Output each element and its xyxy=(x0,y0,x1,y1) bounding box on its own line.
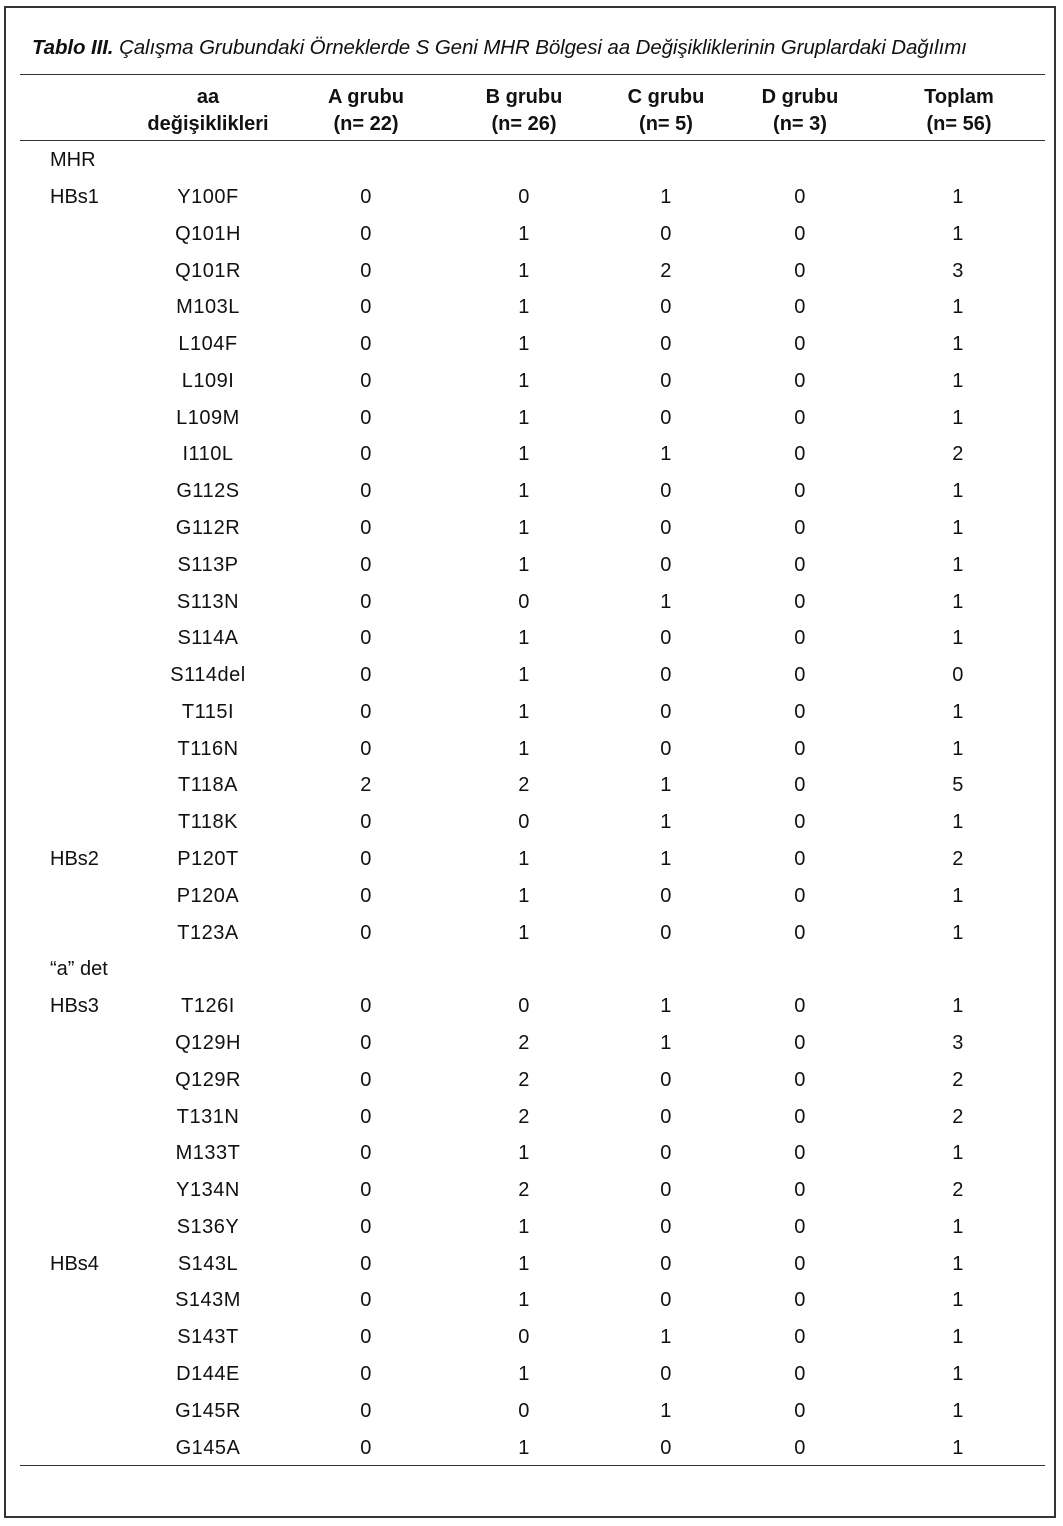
cell-group-b: 2 xyxy=(518,1106,530,1128)
cell-aa: G112R xyxy=(175,517,241,539)
table-row xyxy=(0,480,1063,510)
cell-total: 1 xyxy=(952,1437,964,1459)
cell-group-b: 1 xyxy=(518,738,530,760)
cell-group-b: 1 xyxy=(518,223,530,245)
table-row xyxy=(0,811,1063,841)
table-row xyxy=(0,1142,1063,1172)
table-row xyxy=(0,885,1063,915)
cell-aa: G112S xyxy=(176,480,240,502)
cell-group-b: 0 xyxy=(518,1326,530,1348)
cell-aa: Q101H xyxy=(175,223,241,245)
cell-total: 2 xyxy=(952,848,964,870)
cell-total: 1 xyxy=(952,554,964,576)
cell-group-a: 0 xyxy=(360,1289,372,1311)
cell-aa: T118A xyxy=(178,774,238,796)
cell-aa: L104F xyxy=(178,333,238,355)
cell-total: 1 xyxy=(952,995,964,1017)
cell-group-c: 0 xyxy=(660,296,672,318)
cell-group-a: 0 xyxy=(360,591,372,613)
cell-aa: P120A xyxy=(176,885,240,907)
cell-group-c: 0 xyxy=(660,701,672,723)
cell-group-b: 1 xyxy=(518,296,530,318)
table-row xyxy=(0,1179,1063,1209)
cell-group-d: 0 xyxy=(794,223,806,245)
cell-total: 1 xyxy=(952,922,964,944)
cell-group-b: 1 xyxy=(518,1437,530,1459)
cell-group-d: 0 xyxy=(794,1106,806,1128)
cell-aa: D144E xyxy=(176,1363,240,1385)
cell-total: 1 xyxy=(952,296,964,318)
cell-group-d: 0 xyxy=(794,627,806,649)
cell-group-a: 0 xyxy=(360,223,372,245)
cell-group-b: 1 xyxy=(518,1253,530,1275)
cell-group-a: 0 xyxy=(360,1216,372,1238)
cell-group-a: 0 xyxy=(360,885,372,907)
cell-aa: P120T xyxy=(177,848,239,870)
cell-group-d: 0 xyxy=(794,1216,806,1238)
cell-group-a: 0 xyxy=(360,1253,372,1275)
cell-group-c: 0 xyxy=(660,885,672,907)
cell-group-d: 0 xyxy=(794,1142,806,1164)
cell-group-b: 1 xyxy=(518,701,530,723)
cell-group-b: 0 xyxy=(518,995,530,1017)
cell-total: 1 xyxy=(952,1363,964,1385)
cell-group-b: 1 xyxy=(518,1363,530,1385)
cell-group-c: 0 xyxy=(660,1253,672,1275)
cell-group-c: 0 xyxy=(660,1069,672,1091)
table-row xyxy=(0,1032,1063,1062)
cell-group-d: 0 xyxy=(794,664,806,686)
cell-group-b: 2 xyxy=(518,1069,530,1091)
cell-total: 1 xyxy=(952,186,964,208)
cell-group-a: 0 xyxy=(360,811,372,833)
cell-aa: I110L xyxy=(182,443,234,465)
cell-group-c: 1 xyxy=(660,1326,672,1348)
cell-total: 2 xyxy=(952,1069,964,1091)
cell-group-d: 0 xyxy=(794,296,806,318)
table-row xyxy=(0,1363,1063,1393)
cell-group-b: 0 xyxy=(518,1400,530,1422)
cell-group-d: 0 xyxy=(794,333,806,355)
cell-total: 1 xyxy=(952,407,964,429)
cell-total: 1 xyxy=(952,1326,964,1348)
cell-total: 3 xyxy=(952,1032,964,1054)
cell-group-a: 0 xyxy=(360,1106,372,1128)
cell-group-d: 0 xyxy=(794,554,806,576)
table-row xyxy=(0,1400,1063,1430)
cell-group-c: 2 xyxy=(660,260,672,282)
cell-group-a: 0 xyxy=(360,1437,372,1459)
cell-group-d: 0 xyxy=(794,1400,806,1422)
cell-total: 1 xyxy=(952,627,964,649)
table-row xyxy=(0,701,1063,731)
cell-group-c: 1 xyxy=(660,848,672,870)
table-row xyxy=(0,260,1063,290)
cell-group-b: 1 xyxy=(518,885,530,907)
cell-group-a: 0 xyxy=(360,1363,372,1385)
cell-group-c: 0 xyxy=(660,370,672,392)
cell-aa: L109M xyxy=(176,407,240,429)
cell-group-a: 0 xyxy=(360,370,372,392)
cell-group-d: 0 xyxy=(794,443,806,465)
cell-total: 1 xyxy=(952,1289,964,1311)
table-row xyxy=(0,1106,1063,1136)
cell-aa: T115I xyxy=(181,701,235,723)
cell-group-label: HBs1 xyxy=(50,186,99,208)
cell-group-c: 0 xyxy=(660,517,672,539)
header-group-c xyxy=(628,84,705,138)
cell-aa: L109I xyxy=(181,370,235,392)
cell-group-b: 1 xyxy=(518,664,530,686)
cell-group-c: 1 xyxy=(660,1400,672,1422)
cell-group-c: 0 xyxy=(660,1437,672,1459)
header-group-b xyxy=(486,84,563,138)
cell-group-d: 0 xyxy=(794,811,806,833)
cell-group-c: 0 xyxy=(660,554,672,576)
cell-group-a: 0 xyxy=(360,922,372,944)
cell-group-a: 0 xyxy=(360,1142,372,1164)
cell-group-c: 1 xyxy=(660,443,672,465)
cell-group-c: 1 xyxy=(660,591,672,613)
cell-group-c: 0 xyxy=(660,1142,672,1164)
cell-group-d: 0 xyxy=(794,1032,806,1054)
cell-group-d: 0 xyxy=(794,885,806,907)
cell-group-a: 0 xyxy=(360,333,372,355)
cell-group-a: 0 xyxy=(360,554,372,576)
cell-group-c: 1 xyxy=(660,1032,672,1054)
caption-lead: Tablo III. xyxy=(32,36,114,59)
section-label-a-det: “a” det xyxy=(50,958,108,980)
header-group-c-line1: C grubu xyxy=(627,86,705,108)
table-row xyxy=(0,223,1063,253)
table-row xyxy=(0,1326,1063,1356)
table-row xyxy=(0,1289,1063,1319)
header-group-c-line2: (n= 5) xyxy=(639,113,693,135)
cell-group-d: 0 xyxy=(794,848,806,870)
cell-total: 1 xyxy=(952,811,964,833)
table-row xyxy=(0,1253,1063,1283)
cell-group-b: 1 xyxy=(518,922,530,944)
cell-group-c: 0 xyxy=(660,1363,672,1385)
cell-group-b: 1 xyxy=(518,480,530,502)
caption-text: Çalışma Grubundaki Örneklerde S Geni MHR Bölgesi aa Değişikliklerinin Gruplardaki Dağılımı xyxy=(113,36,967,59)
cell-group-a: 0 xyxy=(360,517,372,539)
header-aa-line2: değişiklikleri xyxy=(147,113,269,135)
cell-group-d: 0 xyxy=(794,1253,806,1275)
cell-group-d: 0 xyxy=(794,995,806,1017)
cell-group-a: 0 xyxy=(360,701,372,723)
cell-group-d: 0 xyxy=(794,1326,806,1348)
cell-group-a: 0 xyxy=(360,480,372,502)
header-group-d-line2: (n= 3) xyxy=(773,113,827,135)
cell-group-b: 0 xyxy=(518,811,530,833)
cell-group-a: 0 xyxy=(360,296,372,318)
cell-group-b: 1 xyxy=(518,1142,530,1164)
cell-group-a: 0 xyxy=(360,848,372,870)
header-group-d xyxy=(762,84,839,138)
cell-group-c: 1 xyxy=(660,186,672,208)
cell-group-c: 0 xyxy=(660,480,672,502)
cell-group-b: 0 xyxy=(518,186,530,208)
cell-group-c: 0 xyxy=(660,1289,672,1311)
top-rule xyxy=(20,74,1045,75)
cell-total: 3 xyxy=(952,260,964,282)
cell-group-d: 0 xyxy=(794,774,806,796)
cell-aa: S114del xyxy=(170,664,246,686)
cell-total: 1 xyxy=(952,1142,964,1164)
header-group-a xyxy=(328,84,404,138)
header-total-line2: (n= 56) xyxy=(926,113,992,135)
cell-group-d: 0 xyxy=(794,407,806,429)
cell-group-c: 0 xyxy=(660,1216,672,1238)
table-row xyxy=(0,333,1063,363)
cell-group-a: 0 xyxy=(360,1400,372,1422)
cell-aa: S113P xyxy=(177,554,239,576)
cell-group-c: 1 xyxy=(660,774,672,796)
header-rule xyxy=(20,140,1045,141)
cell-total: 2 xyxy=(952,1106,964,1128)
cell-group-label: HBs3 xyxy=(50,995,99,1017)
cell-group-c: 0 xyxy=(660,223,672,245)
cell-group-a: 0 xyxy=(360,1326,372,1348)
cell-aa: S114A xyxy=(177,627,239,649)
cell-group-b: 1 xyxy=(518,407,530,429)
cell-aa: T116N xyxy=(177,738,239,760)
cell-total: 1 xyxy=(952,701,964,723)
cell-group-d: 0 xyxy=(794,1289,806,1311)
table-row xyxy=(0,848,1063,878)
cell-group-b: 1 xyxy=(518,517,530,539)
table-row xyxy=(0,407,1063,437)
cell-group-d: 0 xyxy=(794,370,806,392)
cell-group-label: HBs2 xyxy=(50,848,99,870)
cell-group-b: 2 xyxy=(518,1032,530,1054)
cell-aa: Q129H xyxy=(175,1032,241,1054)
cell-group-c: 0 xyxy=(660,1179,672,1201)
cell-group-d: 0 xyxy=(794,591,806,613)
cell-group-c: 0 xyxy=(660,922,672,944)
cell-aa: T118K xyxy=(178,811,238,833)
cell-aa: Y134N xyxy=(176,1179,240,1201)
cell-group-b: 2 xyxy=(518,774,530,796)
table-row xyxy=(0,664,1063,694)
header-group-d-line1: D grubu xyxy=(761,86,839,108)
cell-group-a: 0 xyxy=(360,995,372,1017)
cell-group-d: 0 xyxy=(794,1363,806,1385)
cell-aa: Q129R xyxy=(175,1069,241,1091)
cell-total: 1 xyxy=(952,370,964,392)
cell-group-d: 0 xyxy=(794,1437,806,1459)
cell-total: 0 xyxy=(952,664,964,686)
cell-group-a: 0 xyxy=(360,1069,372,1091)
cell-group-d: 0 xyxy=(794,480,806,502)
cell-total: 1 xyxy=(952,333,964,355)
cell-group-label: HBs4 xyxy=(50,1253,99,1275)
cell-group-d: 0 xyxy=(794,1179,806,1201)
table-row xyxy=(0,995,1063,1025)
cell-group-b: 1 xyxy=(518,333,530,355)
cell-group-c: 1 xyxy=(660,995,672,1017)
header-total-line1: Toplam xyxy=(924,86,994,108)
cell-aa: G145A xyxy=(175,1437,241,1459)
cell-total: 1 xyxy=(952,591,964,613)
cell-group-c: 1 xyxy=(660,811,672,833)
cell-total: 1 xyxy=(952,1400,964,1422)
cell-group-a: 0 xyxy=(360,738,372,760)
header-group-a-line2: (n= 22) xyxy=(333,113,399,135)
cell-group-b: 1 xyxy=(518,554,530,576)
cell-aa: M103L xyxy=(176,296,240,318)
cell-aa: G145R xyxy=(175,1400,241,1422)
table-row xyxy=(0,591,1063,621)
cell-total: 1 xyxy=(952,738,964,760)
header-group-b-line1: B grubu xyxy=(485,86,563,108)
cell-group-d: 0 xyxy=(794,517,806,539)
cell-group-a: 0 xyxy=(360,1179,372,1201)
cell-group-a: 0 xyxy=(360,407,372,429)
header-total xyxy=(924,84,994,138)
cell-group-a: 0 xyxy=(360,443,372,465)
table-caption xyxy=(32,36,1042,60)
cell-group-c: 0 xyxy=(660,664,672,686)
cell-aa: S113N xyxy=(176,591,240,613)
cell-group-d: 0 xyxy=(794,260,806,282)
cell-aa: Y100F xyxy=(177,186,239,208)
table-row xyxy=(0,1069,1063,1099)
cell-group-c: 0 xyxy=(660,627,672,649)
table-row xyxy=(0,517,1063,547)
cell-total: 2 xyxy=(952,1179,964,1201)
table-row xyxy=(0,554,1063,584)
cell-aa: T126I xyxy=(181,995,235,1017)
cell-group-d: 0 xyxy=(794,1069,806,1091)
cell-total: 1 xyxy=(952,223,964,245)
cell-aa: M133T xyxy=(175,1142,241,1164)
cell-group-d: 0 xyxy=(794,701,806,723)
cell-total: 1 xyxy=(952,517,964,539)
cell-group-b: 1 xyxy=(518,627,530,649)
header-aa xyxy=(147,84,268,138)
header-aa-line1: aa xyxy=(196,86,220,108)
cell-group-b: 1 xyxy=(518,848,530,870)
cell-group-b: 2 xyxy=(518,1179,530,1201)
header-group-a-line1: A grubu xyxy=(328,86,404,108)
cell-total: 1 xyxy=(952,885,964,907)
table-row xyxy=(0,443,1063,473)
cell-aa: S143T xyxy=(177,1326,239,1348)
cell-group-b: 1 xyxy=(518,370,530,392)
table-row xyxy=(0,1437,1063,1467)
cell-aa: Q101R xyxy=(175,260,241,282)
table-row xyxy=(0,922,1063,952)
cell-group-a: 0 xyxy=(360,260,372,282)
cell-group-b: 1 xyxy=(518,443,530,465)
cell-group-b: 1 xyxy=(518,1216,530,1238)
cell-group-b: 1 xyxy=(518,1289,530,1311)
cell-group-a: 2 xyxy=(360,774,372,796)
cell-aa: T131N xyxy=(176,1106,240,1128)
header-group-b-line2: (n= 26) xyxy=(491,113,557,135)
table-row xyxy=(0,738,1063,768)
cell-aa: T123A xyxy=(177,922,239,944)
cell-group-d: 0 xyxy=(794,922,806,944)
cell-group-a: 0 xyxy=(360,186,372,208)
cell-group-b: 0 xyxy=(518,591,530,613)
table-row xyxy=(0,627,1063,657)
cell-total: 1 xyxy=(952,480,964,502)
cell-aa: S143L xyxy=(177,1253,239,1275)
cell-total: 2 xyxy=(952,443,964,465)
cell-group-c: 0 xyxy=(660,738,672,760)
table-row xyxy=(0,186,1063,216)
table-row xyxy=(0,1216,1063,1246)
cell-group-a: 0 xyxy=(360,1032,372,1054)
cell-aa: S136Y xyxy=(176,1216,240,1238)
cell-group-d: 0 xyxy=(794,186,806,208)
cell-group-c: 0 xyxy=(660,1106,672,1128)
cell-group-c: 0 xyxy=(660,333,672,355)
section-label-mhr: MHR xyxy=(50,149,96,171)
table-row xyxy=(0,370,1063,400)
table-row xyxy=(0,774,1063,804)
bottom-rule xyxy=(20,1465,1045,1466)
cell-group-b: 1 xyxy=(518,260,530,282)
cell-total: 1 xyxy=(952,1216,964,1238)
cell-group-c: 0 xyxy=(660,407,672,429)
cell-total: 1 xyxy=(952,1253,964,1275)
cell-group-a: 0 xyxy=(360,664,372,686)
cell-group-d: 0 xyxy=(794,738,806,760)
cell-group-a: 0 xyxy=(360,627,372,649)
cell-aa: S143M xyxy=(175,1289,241,1311)
table-row xyxy=(0,296,1063,326)
cell-total: 5 xyxy=(952,774,964,796)
